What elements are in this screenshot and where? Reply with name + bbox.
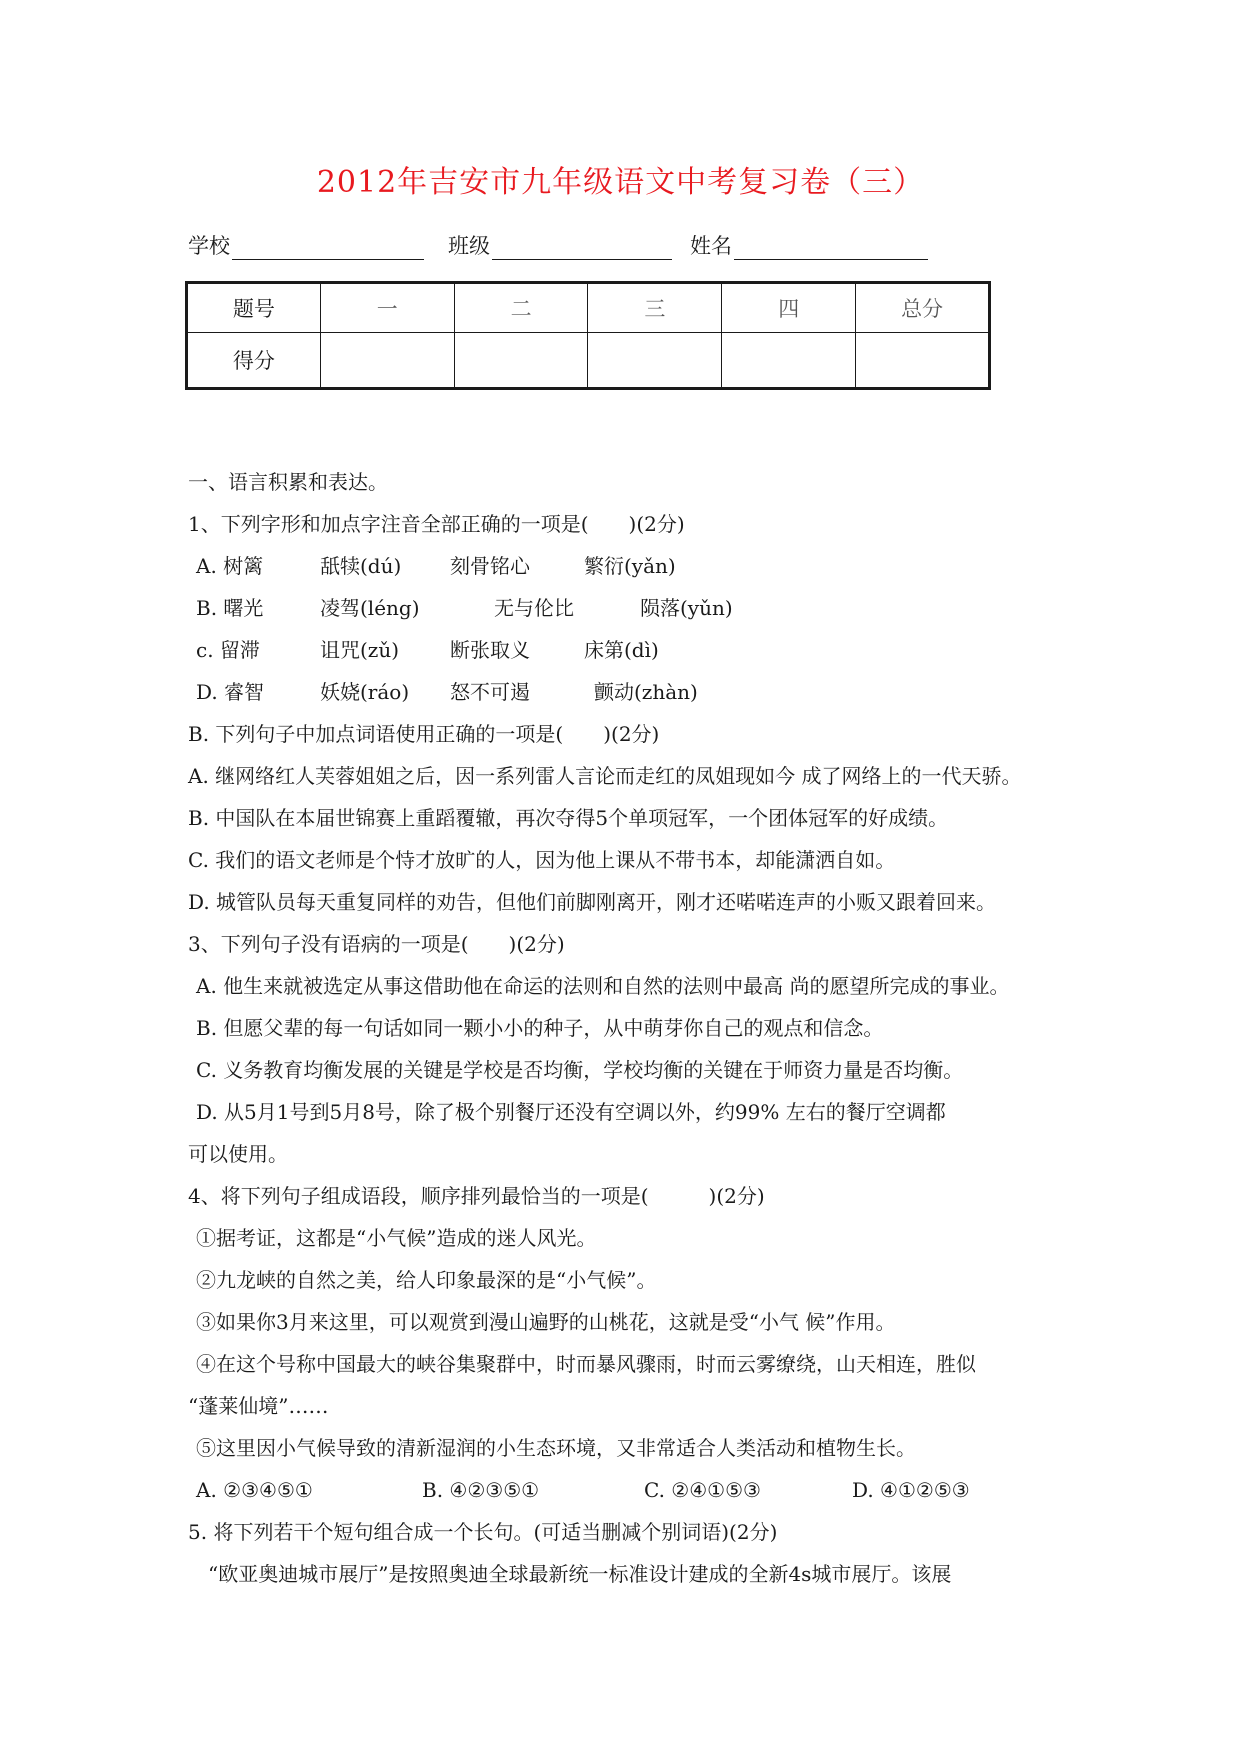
score-table-header-row: [187, 283, 990, 333]
option-term: B. 曙光: [196, 596, 264, 620]
question-4-sentence-2: ②九龙峡的自然之美，给人印象最深的是“小气候”。: [196, 1268, 657, 1292]
option-term: 繁衍(yǎn): [584, 554, 676, 578]
score-cell[interactable]: [320, 333, 454, 389]
question-4-stem: 4、将下列句子组成语段，顺序排列最恰当的一项是( )(2分): [188, 1184, 765, 1208]
option-term: 舐犊(dú): [320, 554, 402, 578]
question-4-option: C. ②④①⑤③: [644, 1478, 761, 1502]
question-4-option: A. ②③④⑤①: [196, 1478, 313, 1502]
score-cell[interactable]: [856, 333, 990, 389]
question-3-option-b: B. 但愿父辈的每一句话如同一颗小小的种子，从中萌芽你自己的观点和信念。: [196, 1016, 884, 1040]
question-5-stem: 5. 将下列若干个短句组合成一个长句。(可适当删减个别词语)(2分): [188, 1520, 778, 1544]
option-term: 陨落(yǔn): [640, 596, 733, 620]
question-4-sentence-1: ①据考证，这都是“小气候”造成的迷人风光。: [196, 1226, 597, 1250]
score-table-score-row: [187, 333, 990, 389]
option-term: 床第(dì): [584, 638, 659, 662]
score-header-cell: 四: [722, 283, 856, 333]
question-2-option-b: B. 中国队在本届世锦赛上重蹈覆辙，再次夺得5个单项冠军，一个团体冠军的好成绩。: [188, 806, 949, 830]
class-blank[interactable]: [492, 235, 672, 260]
school-label: 学校: [188, 234, 230, 258]
option-term: 断张取义: [450, 638, 530, 662]
question-3-option-c: C. 义务教育均衡发展的关键是学校是否均衡，学校均衡的关键在于师资力量是否均衡。: [196, 1058, 964, 1082]
score-table: [185, 281, 991, 390]
option-term: c. 留滞: [196, 638, 260, 662]
section-heading: 一、语言积累和表达。: [188, 470, 388, 494]
option-term: 诅咒(zǔ): [320, 638, 400, 662]
question-4-sentence-4: ④在这个号称中国最大的峡谷集聚群中，时而暴风骤雨，时而云雾缭绕，山天相连，胜似: [196, 1352, 976, 1376]
school-blank[interactable]: [232, 235, 424, 260]
option-term: A. 树篱: [196, 554, 264, 578]
name-blank[interactable]: [734, 235, 928, 260]
score-cell[interactable]: [588, 333, 722, 389]
option-term: 刻骨铭心: [450, 554, 530, 578]
question-4-option: D. ④①②⑤③: [852, 1478, 970, 1502]
question-3-stem: 3、下列句子没有语病的一项是( )(2分): [188, 932, 565, 956]
page-title: 2012年吉安市九年级语文中考复习卷（三）: [316, 165, 925, 200]
question-4-option: B. ④②③⑤①: [422, 1478, 540, 1502]
score-header-cell: 三: [588, 283, 722, 333]
question-4-sentence-5: ⑤这里因小气候导致的清新湿润的小生态环境，又非常适合人类活动和植物生长。: [196, 1436, 916, 1460]
question-1-stem: 1、下列字形和加点字注音全部正确的一项是( )(2分): [188, 512, 685, 536]
question-2-stem: B. 下列句子中加点词语使用正确的一项是( )(2分): [188, 722, 660, 746]
option-term: 凌驾(léng): [320, 596, 420, 620]
name-field[interactable]: [690, 232, 928, 260]
option-term: 无与伦比: [494, 596, 574, 620]
option-term: 怒不可遏: [450, 680, 530, 704]
question-2-option-a: A. 继网络红人芙蓉姐姐之后，因一系列雷人言论而走红的凤姐现如今 成了网络上的一代天骄。: [188, 764, 1022, 788]
question-5-text: “欧亚奥迪城市展厅”是按照奥迪全球最新统一标准设计建成的全新4s城市展厅。该展: [208, 1562, 952, 1586]
score-header-cell: 一: [320, 283, 454, 333]
question-2-option-d: D. 城管队员每天重复同样的劝告，但他们前脚刚离开，刚才还喏喏连声的小贩又跟着回来。: [188, 890, 997, 914]
score-header-cell: 总分: [856, 283, 990, 333]
class-field[interactable]: [448, 232, 672, 260]
score-header-cell: 题号: [187, 283, 321, 333]
option-term: D. 睿智: [196, 680, 265, 704]
score-row-label: 得分: [187, 333, 321, 389]
school-field[interactable]: [188, 232, 424, 260]
question-4-sentence-4-cont: “蓬莱仙境”……: [188, 1394, 329, 1418]
class-label: 班级: [448, 234, 490, 258]
option-term: 妖娆(ráo): [320, 680, 410, 704]
question-2-option-c: C. 我们的语文老师是个恃才放旷的人，因为他上课从不带书本，却能潇洒自如。: [188, 848, 896, 872]
question-3-option-d: D. 从5月1号到5月8号，除了极个别餐厅还没有空调以外，约99% 左右的餐厅空调都: [196, 1100, 946, 1124]
name-label: 姓名: [690, 234, 732, 258]
question-3-option-d-cont: 可以使用。: [188, 1142, 288, 1166]
question-4-sentence-3: ③如果你3月来这里，可以观赏到漫山遍野的山桃花，这就是受“小气 候”作用。: [196, 1310, 896, 1334]
question-3-option-a: A. 他生来就被选定从事这借助他在命运的法则和自然的法则中最高 尚的愿望所完成的事业。: [196, 974, 1010, 998]
score-cell[interactable]: [722, 333, 856, 389]
option-term: 颤动(zhàn): [594, 680, 698, 704]
score-header-cell: 二: [454, 283, 588, 333]
score-cell[interactable]: [454, 333, 588, 389]
